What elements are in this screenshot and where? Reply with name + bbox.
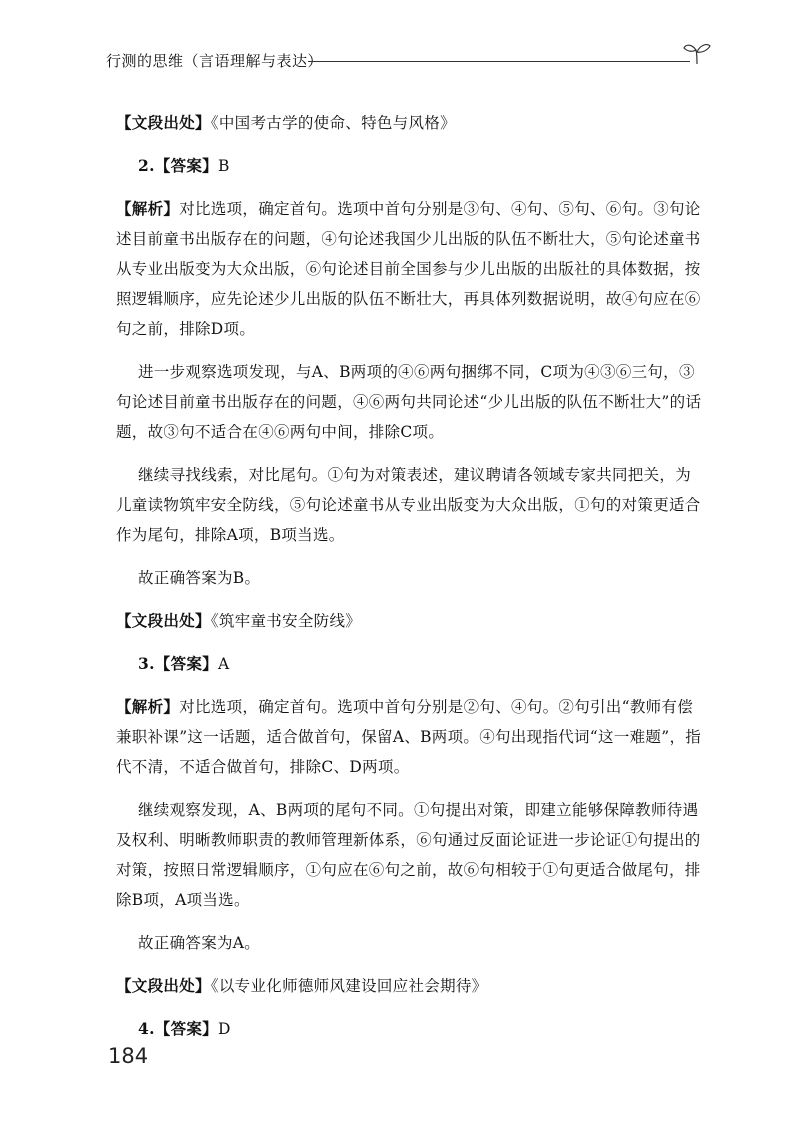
answer-line — [116, 1014, 706, 1044]
answer-line — [116, 151, 706, 181]
analysis-paragraph — [116, 692, 706, 782]
body-paragraph: 进一步观察选项发现，与A、B两项的④⑥两句捆绑不同，C项为④③⑥三句，③句论述目前童书出版存在的问题，④⑥两句共同论述“少儿出版的队伍不断壮大”的话题，故③句不适合在④⑥两句中间，排除C项。 — [116, 363, 702, 441]
source-line — [116, 108, 706, 138]
page-number: 184 — [108, 1044, 149, 1068]
conclusion-line: 故正确答案为A。 — [138, 934, 261, 952]
body-paragraph: 继续寻找线索，对比尾句。①句为对策表述，建议聘请各领域专家共同把关，为儿童读物筑牢安全防线，⑤句论述童书从专业出版变为大众出版，①句的对策更适合作为尾句，排除A项，B项当选。 — [116, 466, 701, 544]
answer-label: 4.【答案】 — [138, 1019, 218, 1038]
analysis-text: 对比选项，确定首句。选项中首句分别是②句、④句。②句引出“教师有偿兼职补课”这一话题，适合做首句，保留A、B两项。④句出现指代词“这一难题”，指代不清，不适合做首句，排除C、D两项。 — [116, 698, 702, 776]
source-line — [116, 971, 706, 1001]
answer-value: D — [217, 1020, 231, 1038]
source-text: 《筑牢童书安全防线》 — [210, 612, 362, 630]
analysis-label: 【解析】 — [116, 199, 180, 218]
header-rule — [308, 61, 690, 62]
running-header — [106, 40, 706, 70]
header-title: 行测的思维（言语理解与表达） — [106, 52, 324, 70]
answer-label: 2.【答案】 — [138, 156, 218, 175]
answer-value: B — [217, 157, 230, 175]
source-line — [116, 606, 706, 636]
conclusion-line: 故正确答案为B。 — [138, 569, 261, 587]
source-label: 【文段出处】 — [116, 611, 211, 630]
analysis-label: 【解析】 — [116, 697, 180, 716]
answer-content — [116, 108, 706, 1057]
analysis-text: 对比选项，确定首句。选项中首句分别是③句、④句、⑤句、⑥句。③句论述目前童书出版存在的问题，④句论述我国少儿出版的队伍不断壮大，⑤句论述童书从专业出版变为大众出版，⑥句论述目前全国参与少儿出版的出版社的具体数据，按照逻辑顺序，应先论述少儿出版的队伍不断壮大，再具体列数据说明，故④句应在⑥句之前，排除D项。 — [116, 200, 701, 338]
answer-value: A — [217, 655, 230, 673]
answer-line — [116, 649, 706, 679]
source-label: 【文段出处】 — [116, 113, 211, 132]
sprout-icon — [682, 40, 712, 66]
answer-label: 3.【答案】 — [138, 654, 218, 673]
body-paragraph: 继续观察发现，A、B两项的尾句不同。①句提出对策，即建立能够保障教师待遇及权利、明晰教师职责的教师管理新体系，⑥句通过反面论证进一步论证①句提出的对策，按照日常逻辑顺序，①句应在⑥句之前，故⑥句相较于①句更适合做尾句，排除B项，A项当选。 — [116, 801, 701, 909]
source-label: 【文段出处】 — [116, 976, 211, 995]
source-text: 《中国考古学的使命、特色与风格》 — [210, 114, 456, 132]
analysis-paragraph — [116, 194, 706, 344]
source-text: 《以专业化师德师风建设回应社会期待》 — [210, 977, 488, 995]
